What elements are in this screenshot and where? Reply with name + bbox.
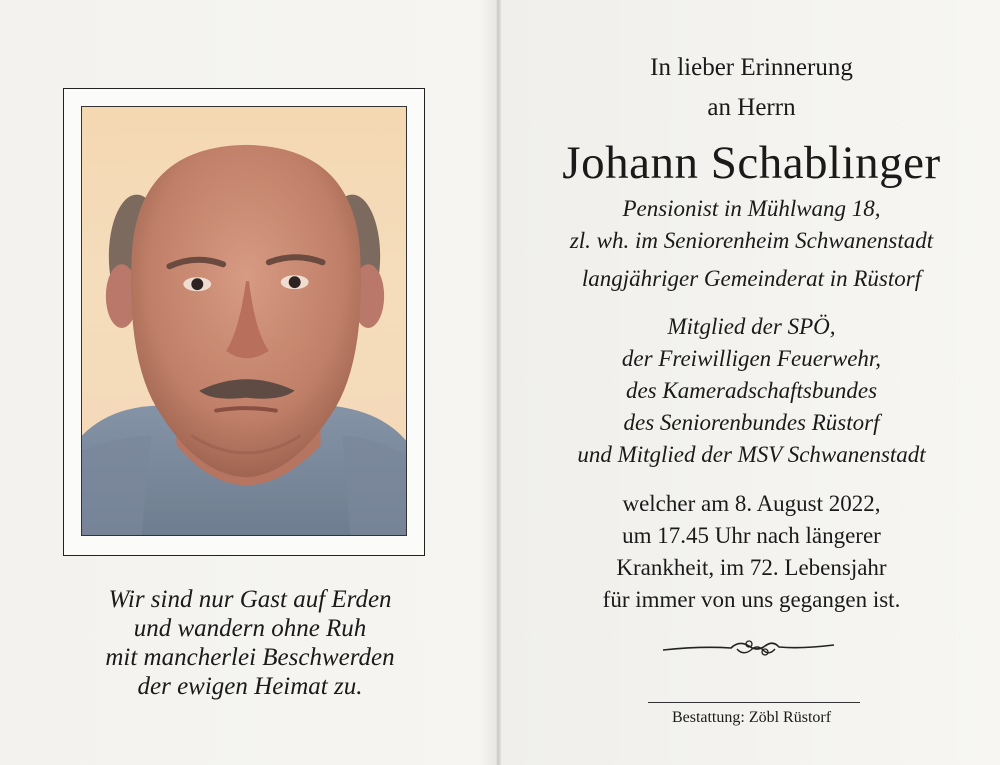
death-line: Krankheit, im 72. Lebensjahr [616,555,887,580]
membership-line: des Kameradschaftsbundes [625,378,878,403]
photo-frame [63,88,425,556]
membership-line: und Mitglied der MSV Schwanenstadt [577,442,926,467]
info-line: langjähriger Gemeinderat in Rüstorf [581,266,922,291]
footer-divider [648,702,860,703]
poem-line: der ewigen Heimat zu. [137,673,363,700]
portrait-illustration [82,107,406,535]
info-line: Pensionist in Mühlwang 18, [622,196,881,221]
right-panel [503,0,1000,765]
flourish-divider-icon [661,634,836,660]
membership-line: des Seniorenbundes Rüstorf [623,410,880,435]
memorial-heading: In lieber Erinnerung [650,54,853,81]
death-line: um 17.45 Uhr nach längerer [622,523,881,548]
poem [40,585,460,701]
membership-line: Mitglied der SPÖ, [667,314,836,339]
poem-line: Wir sind nur Gast auf Erden [108,586,392,613]
death-line: für immer von uns gegangen ist. [602,587,901,612]
left-panel [0,0,497,765]
memorial-subheading: an Herrn [707,94,796,121]
poem-line: und wandern ohne Ruh [133,615,367,642]
membership-line: der Freiwilligen Feuerwehr, [621,346,882,371]
portrait-photo [81,106,407,536]
death-line: welcher am 8. August 2022, [622,491,881,516]
info-line: zl. wh. im Seniorenheim Schwanenstadt [569,228,934,253]
deceased-name: Johann Schablinger [562,137,941,189]
poem-line: mit mancherlei Beschwerden [105,644,395,671]
undertaker-credit: Bestattung: Zöbl Rüstorf [671,709,832,726]
